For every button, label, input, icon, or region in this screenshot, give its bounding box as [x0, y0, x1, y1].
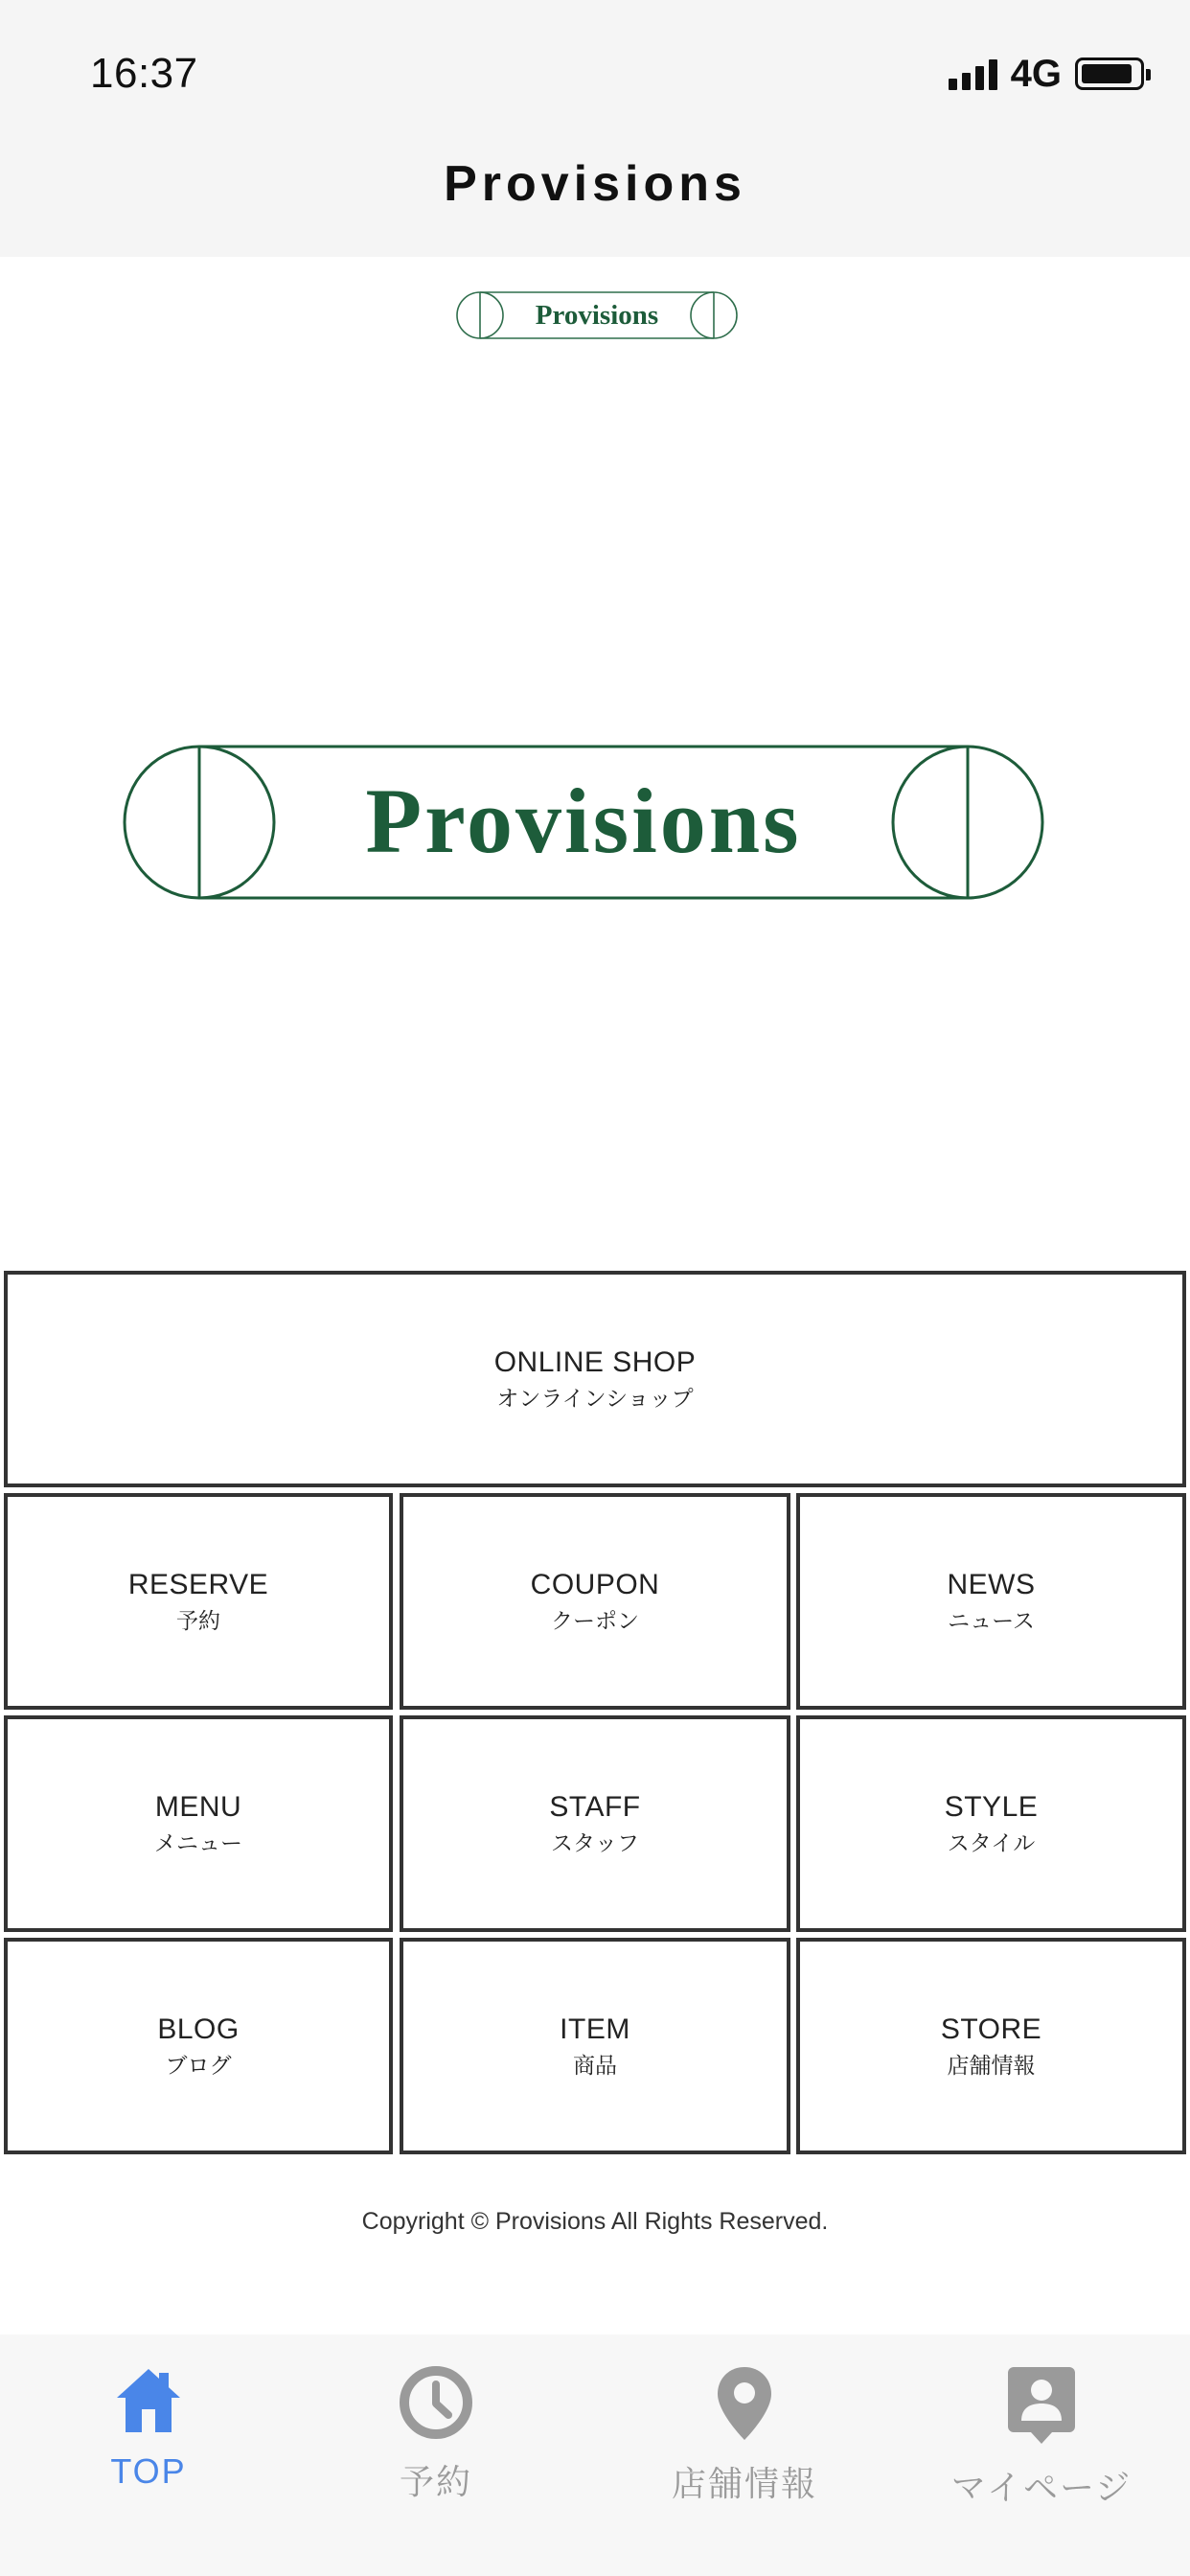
- tile-label-en: STORE: [940, 2013, 1042, 2045]
- tile-label-en: RESERVE: [127, 1569, 269, 1600]
- tile-store[interactable]: [796, 1938, 1186, 2154]
- tab-my-page[interactable]: [893, 2334, 1190, 2526]
- tab-label: TOP: [110, 2451, 187, 2491]
- tab-bar: [0, 2334, 1190, 2576]
- tile-blog[interactable]: [4, 1938, 393, 2154]
- logo-small-text: Provisions: [535, 300, 659, 331]
- tile-menu[interactable]: [4, 1715, 393, 1932]
- tile-label-jp: オンラインショップ: [496, 1386, 694, 1411]
- tile-style[interactable]: [796, 1715, 1186, 1932]
- signal-icon: [949, 58, 997, 90]
- tile-label-en: ITEM: [560, 2013, 630, 2045]
- tile-label-en: COUPON: [530, 1569, 660, 1600]
- network-type: 4G: [1010, 52, 1062, 95]
- tile-label-en: ONLINE SHOP: [493, 1346, 697, 1378]
- status-time: 16:37: [90, 50, 198, 97]
- copyright-text: Copyright © Provisions All Rights Reserved.: [361, 2208, 829, 2235]
- clock-icon: [399, 2365, 473, 2440]
- tab-label: 予約: [399, 2462, 472, 2501]
- tile-label-en: MENU: [154, 1791, 242, 1823]
- tab-reserve[interactable]: [287, 2334, 584, 2526]
- tile-news[interactable]: [796, 1493, 1186, 1710]
- logo-large: [123, 744, 1044, 901]
- tab-label: マイページ: [950, 2468, 1133, 2507]
- tile-staff[interactable]: [400, 1715, 790, 1932]
- tab-top[interactable]: [0, 2334, 297, 2526]
- tile-label-en: STYLE: [944, 1791, 1039, 1823]
- tab-store-info[interactable]: [596, 2334, 893, 2526]
- tile-reserve[interactable]: [4, 1493, 393, 1710]
- tile-label-jp: ニュース: [948, 1608, 1035, 1633]
- tile-label-jp: クーポン: [551, 1608, 639, 1633]
- tile-label-jp: 予約: [176, 1608, 220, 1633]
- tile-label-jp: メニュー: [154, 1830, 242, 1855]
- home-icon: [113, 2365, 184, 2436]
- logo-small: [454, 289, 740, 341]
- tile-label-jp: スタッフ: [551, 1830, 639, 1855]
- top-bar: [0, 0, 1190, 257]
- page-title: Provisions: [444, 156, 746, 212]
- tile-label-jp: 商品: [573, 2053, 617, 2078]
- status-indicators: [949, 52, 1144, 96]
- tile-label-en: NEWS: [947, 1569, 1036, 1600]
- tile-label-jp: 店舗情報: [947, 2053, 1036, 2078]
- tile-label-en: STAFF: [549, 1791, 641, 1823]
- tile-label-jp: ブログ: [165, 2053, 232, 2078]
- tile-label-jp: スタイル: [947, 1830, 1036, 1855]
- tile-coupon[interactable]: [400, 1493, 790, 1710]
- tile-item[interactable]: [400, 1938, 790, 2154]
- location-pin-icon: [715, 2365, 774, 2442]
- person-icon: [1006, 2365, 1077, 2446]
- tab-label: 店舗情報: [671, 2464, 817, 2503]
- tile-label-en: BLOG: [157, 2013, 240, 2045]
- battery-icon: [1075, 58, 1144, 90]
- logo-large-text: Provisions: [365, 770, 802, 872]
- tile-online-shop[interactable]: [4, 1271, 1186, 1487]
